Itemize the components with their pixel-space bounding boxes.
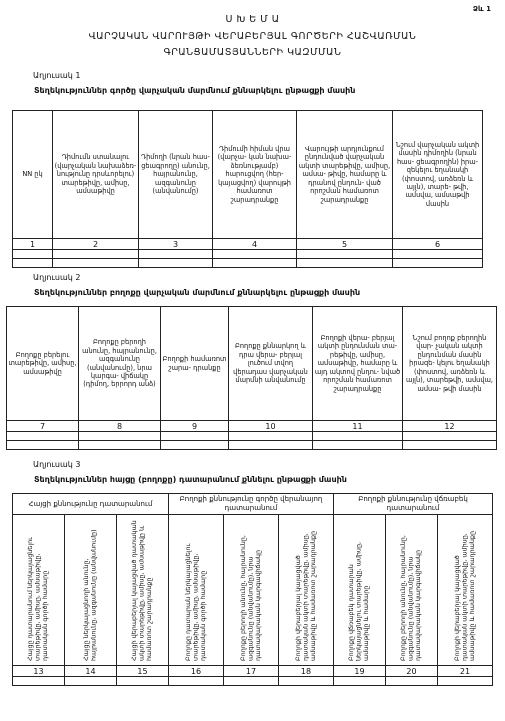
page-form-label: Ձև 1 [472, 5, 491, 13]
table-3-col-number: 14 [65, 666, 117, 677]
table-2-col-number: 7 [7, 421, 79, 432]
table-3-header-14: Հայցը ներկայացնողի անունը, հայրանունը, ազգանունը (անվանումը) [65, 515, 117, 666]
table-1-empty-cell [393, 250, 483, 259]
table-1-header-1: NN ըկ [13, 111, 53, 239]
table-2-empty-cell [229, 441, 313, 450]
table-1 [12, 110, 483, 268]
table-2-empty-cell [161, 441, 229, 450]
table-3-empty-cell [13, 677, 65, 686]
table-1-empty-cell [139, 259, 213, 268]
table-1-header-6: Նշում վարչական ակտի մասին դիմողին (նրան հաս- ցեագրողին) իրա- զեկելու եղանակի (փոստով, առձեռն և այլն), տարե- թվի, ամսվա, ամսաթվի մասին [393, 111, 483, 239]
table-1-col-number: 4 [213, 239, 297, 250]
table-2-empty-cell [403, 441, 497, 450]
table-2-col-number: 8 [79, 421, 161, 432]
table-3-empty-cell [224, 677, 279, 686]
table-1-header-4: Դիմումի հիման վրա (վարչա- կան նախա- ձեռնությամբ) հարուցվող (հեր- կայացվող) վարույթի համառոտ շարադրանքը [213, 111, 297, 239]
table-3-header-20: Բողոքը բերողի անունը, հայրանունը, ազգանունը (անվանումը), նրա դատավարական կարգավիճակը [386, 515, 438, 666]
table-1-empty-cell [297, 250, 393, 259]
table-3-group-cassation: Բողոքի քննությունը վճռաբեկ դատարանում [334, 494, 493, 515]
table-3-empty-cell [438, 677, 493, 686]
table-1-empty-cell [297, 259, 393, 268]
table-2-col-number: 11 [313, 421, 403, 432]
table-1-col-number: 6 [393, 239, 483, 250]
table-2 [6, 306, 497, 450]
table-2-header-9: Բողոքի համառոտ շարա- դրանքը [161, 307, 229, 421]
table-2-empty-cell [7, 441, 79, 450]
table-3-col-number: 20 [386, 666, 438, 677]
table-2-header-10: Բողոքը քննարկող և դրա վերա- բերյալ լուծում տվող վերադաս վարչական մարմնի անվանումը [229, 307, 313, 421]
table-2-empty-cell [229, 432, 313, 441]
table-3-col-number: 18 [279, 666, 334, 677]
table-3-header-21: Բողոքի վերաբերյալ կայացված դատական ակտի տարեթիվը, ամիսը, ամսաթիվը և համառոտ շարադրանքը [438, 515, 493, 666]
table-2-empty-cell [79, 432, 161, 441]
table-2-header-7: Բողոքը բերելու տարեթիվը, ամիսը, ամսաթիվը [7, 307, 79, 421]
table-2-empty-cell [79, 441, 161, 450]
table-3 [12, 493, 493, 686]
table-2-empty-cell [313, 441, 403, 450]
table-3-header-19: Բողոքը վճռաբեկ դատարան ներկայացնելու տարեթիվը, ամիսը, ամսաթիվը և համարը [334, 515, 386, 666]
table-3-subtitle: Տեղեկություններ հայցը (բողոքը) դատարանում քննելու ընթացքի մասին [34, 475, 347, 484]
table-1-col-number: 3 [139, 239, 213, 250]
table-3-empty-cell [169, 677, 224, 686]
document-title-line-3: ԳՐԱՆՑԱՄԱՏՅԱՆՆԵՐԻ ԿԱԶՄՄԱՆ [163, 47, 342, 58]
table-3-col-number: 17 [224, 666, 279, 677]
table-1-header-2: Դիմումն ստանալու (վարչական նախաձեռ- նությունը դրսևորելու) տարեթիվը, ամիսը, ամսաթիվը [53, 111, 139, 239]
table-3-label: Աղյուսակ 3 [33, 460, 81, 469]
table-3-header-15: Հայցի վերաբերյալ կայացված դատական ակտի տարեթիվը, ամիսը, ամսաթիվը և համառոտ շարադրանքը [117, 515, 169, 666]
table-1-col-number: 1 [13, 239, 53, 250]
table-3-col-number: 16 [169, 666, 224, 677]
table-1-empty-cell [393, 259, 483, 268]
table-3-header-17: Բողոքը բերողի անունը, հայրանունը, ազգանունը (անվանումը), նրա դատավարական կարգավիճակը [224, 515, 279, 666]
table-1-header-3: Դիմողի (նրան հաս- ցեագրողը) անունը, հայրանունը, ազգանունը (անվանումը) [139, 111, 213, 239]
table-3-group-review: Բողոքի քննությունը գործը վերանայող դատարանում [169, 494, 334, 515]
table-2-empty-cell [161, 432, 229, 441]
table-1-empty-cell [213, 259, 297, 268]
table-1-label: Աղյուսակ 1 [33, 71, 81, 80]
table-1-empty-cell [13, 259, 53, 268]
table-2-col-number: 9 [161, 421, 229, 432]
table-1-header-5: Վարույթի արդյունքում ընդունված վարչական ակտի տարեթիվը, ամիսը, ամսա- թիվը, համարը և դրանով ընդուն- ված որոշման համառոտ շարադրանքը [297, 111, 393, 239]
table-1-subtitle: Տեղեկություններ գործը վարչական մարմնում քննարկելու ընթացքի մասին [34, 86, 356, 95]
table-2-empty-cell [313, 432, 403, 441]
table-2-header-8: Բողոքը բերողի անունը, հայրանունը, ազգանունը (անվանումը), նրա կարգա- վիճակը (դիմող, երրորդ անձ) [79, 307, 161, 421]
table-1-empty-cell [13, 250, 53, 259]
table-2-empty-cell [403, 432, 497, 441]
table-3-empty-cell [117, 677, 169, 686]
table-3-empty-cell [279, 677, 334, 686]
table-1-empty-cell [139, 250, 213, 259]
table-1-col-number: 2 [53, 239, 139, 250]
table-2-empty-cell [7, 432, 79, 441]
table-3-empty-cell [386, 677, 438, 686]
table-3-empty-cell [65, 677, 117, 686]
table-3-empty-cell [334, 677, 386, 686]
table-2-subtitle: Տեղեկություններ բողոքը վարչական մարմնում քննարկելու ընթացքի մասին [34, 288, 361, 297]
document-title-line-1: Ս Խ Ե Մ Ա [225, 14, 280, 25]
table-1-empty-cell [53, 250, 139, 259]
table-2-label: Աղյուսակ 2 [33, 273, 81, 282]
table-3-header-13: Հայցը դատարանում ներկայացնելու տարեթիվը, ամիսը, ամսաթիվը, դատական գործի համարը [13, 515, 65, 666]
table-3-col-number: 15 [117, 666, 169, 677]
table-2-header-12: Նշում բողոք բերողին վար- չական ակտի ընդունման մասին իրազե- կելու եղանակի (փոստով, առձեռն և այլն), տարեթվի, ամսվա, ամսա- թվի մասին [403, 307, 497, 421]
table-1-empty-cell [213, 250, 297, 259]
table-3-col-number: 19 [334, 666, 386, 677]
table-1-col-number: 5 [297, 239, 393, 250]
table-1-empty-cell [53, 259, 139, 268]
document-title-line-2: ՎԱՐՉԱԿԱՆ ՎԱՐՈՒՅԹԻ ՎԵՐԱԲԵՐՅԱԼ ԳՈՐԾԵՐԻ ՀԱՇՎԱՌՄԱՆ [88, 31, 417, 42]
table-3-header-18: Բողոքի վերաբերյալ կայացված դատական ակտի տարեթիվը, ամիսը, ամսաթիվը և համառոտ շարադրանքը [279, 515, 334, 666]
table-3-group-claim: Հայցի քննությունը դատարանում [13, 494, 169, 515]
table-3-col-number: 21 [438, 666, 493, 677]
table-2-col-number: 10 [229, 421, 313, 432]
table-3-header-16: Բողոքը դատարան ներկայացնելու տարեթիվը, ամիսը, ամսաթիվը, դատական գործի համարը [169, 515, 224, 666]
table-3-col-number: 13 [13, 666, 65, 677]
table-2-col-number: 12 [403, 421, 497, 432]
table-2-header-11: Բողոքի վերա- բերյալ ակտի ընդունման տա- րեթիվը, ամիսը, ամսաթիվը, համարը և այդ ակտով ընդու- նված որոշման համառոտ շարադրանքը [313, 307, 403, 421]
